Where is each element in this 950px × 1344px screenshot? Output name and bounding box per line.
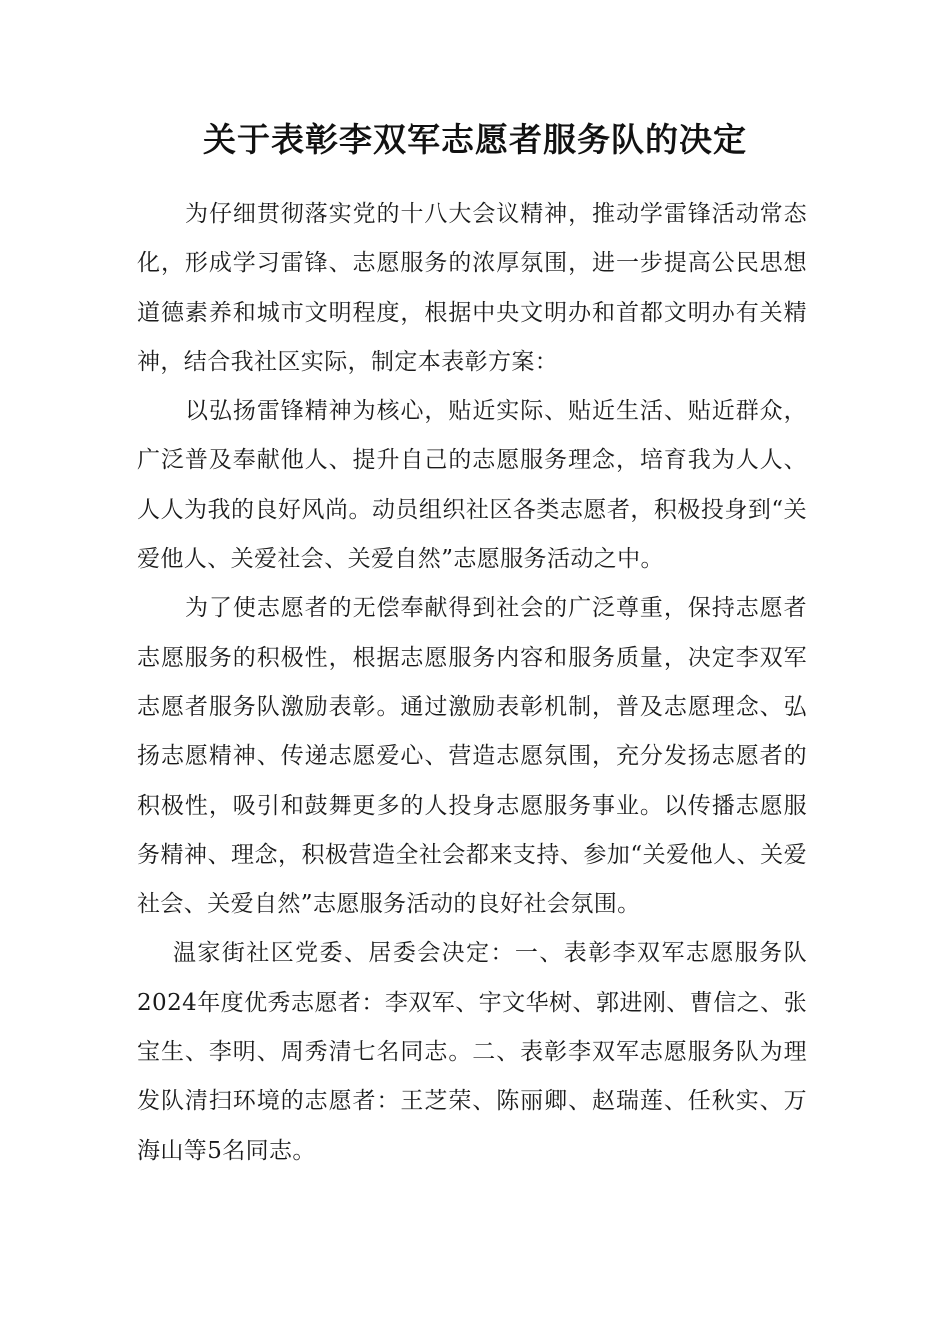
document-body [137,190,807,1176]
paragraph-intro: 为仔细贯彻落实党的十八大会议精神，推动学雷锋活动常态化，形成学习雷锋、志愿服务的浓厚氛围，进一步提高公民思想道德素养和城市文明程度，根据中央文明办和首都文明办有关精神，结合我社区实际，制定本表彰方案： [137,201,807,375]
paragraph-purpose: 为了使志愿者的无偿奉献得到社会的广泛尊重，保持志愿者志愿服务的积极性，根据志愿服务内容和服务质量，决定李双军志愿者服务队激励表彰。通过激励表彰机制，普及志愿理念、弘扬志愿精神、传递志愿爱心、营造志愿氛围，充分发扬志愿者的积极性，吸引和鼓舞更多的人投身志愿服务事业。以传播志愿服务精神、理念，积极营造全社会都来支持、参加“关爱他人、关爱社会、关爱自然”志愿服务活动的良好社会氛围。 [137,595,807,918]
paragraph-decision: 温家街社区党委、居委会决定：一、表彰李双军志愿服务队2024年度优秀志愿者：李双军、宇文华树、郭进刚、曹信之、张宝生、李明、周秀清七名同志。二、表彰李双军志愿服务队为理发队清扫环境的志愿者：王芝荣、陈丽卿、赵瑞莲、任秋实、万海山等5名同志。 [137,940,807,1164]
paragraph-core-idea: 以弘扬雷锋精神为核心，贴近实际、贴近生活、贴近群众，广泛普及奉献他人、提升自己的志愿服务理念，培育我为人人、人人为我的良好风尚。动员组织社区各类志愿者，积极投身到“关爱他人、关爱社会、关爱自然”志愿服务活动之中。 [137,398,807,573]
document-title: 关于表彰李双军志愿者服务队的决定 [203,120,747,159]
